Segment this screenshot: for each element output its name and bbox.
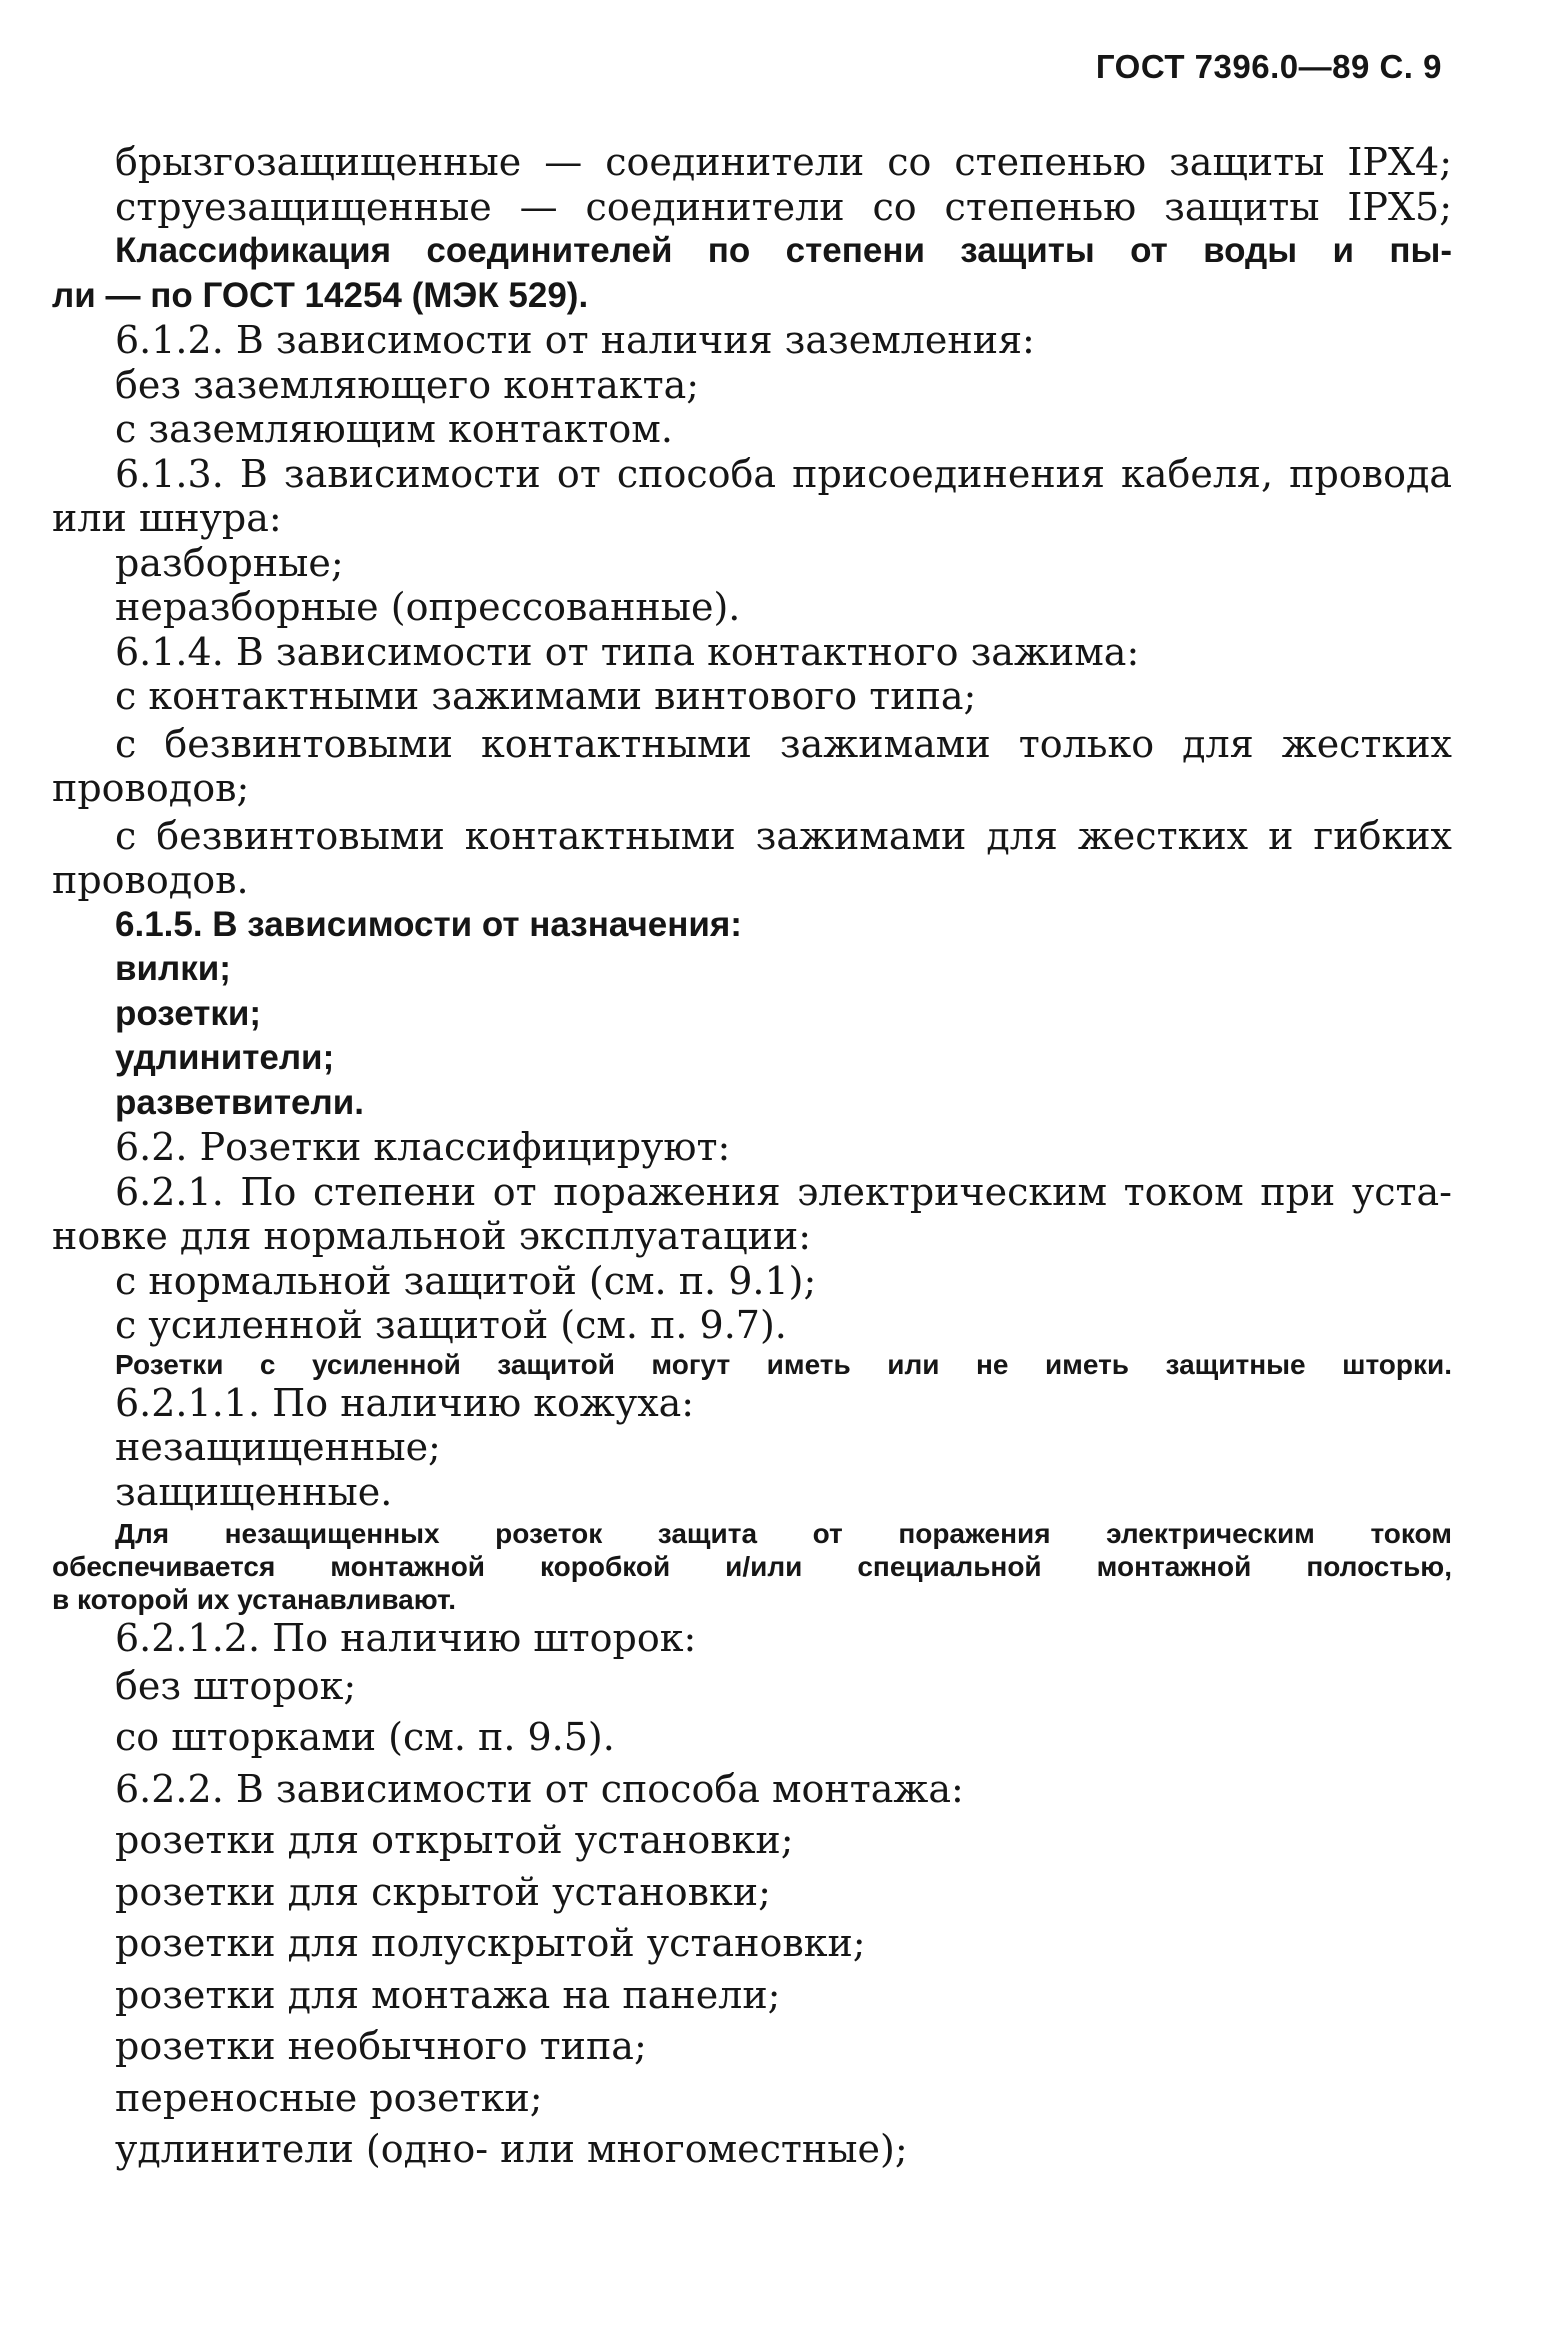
document-body [52, 140, 1452, 2172]
list-item: розетки для полускрытой установки; [115, 1921, 866, 1965]
section-heading: 6.1.3. В зависимости от способа присоединения кабеля, провода [115, 451, 1452, 496]
section-heading: 6.2. Розетки классифицируют: [115, 1125, 731, 1169]
note-line: обеспечивается монтажной коробкой и/или специальной монтажной полостью, [52, 1551, 1452, 1582]
text-line: брызгозащищенные — соединители со степенью защиты IPX4; [115, 140, 1452, 184]
list-item: незащищенные; [115, 1425, 441, 1469]
list-item: вилки; [115, 949, 231, 988]
list-item: розетки для монтажа на панели; [115, 1972, 781, 2017]
list-item: неразборные (опрессованные). [115, 585, 741, 629]
list-item: розетки; [115, 993, 262, 1033]
list-item: с заземляющим контактом. [115, 407, 673, 451]
list-item: с контактными зажимами винтового типа; [115, 674, 977, 718]
list-item: розетки для открытой установки; [115, 1818, 794, 1862]
section-heading: 6.2.1.1. По наличию кожуха: [115, 1380, 695, 1425]
section-heading: 6.2.1.2. По наличию шторок: [115, 1616, 697, 1660]
text-line: проводов; [52, 766, 250, 810]
section-heading: 6.2.1. По степени от поражения электрическим током при уста- [115, 1169, 1452, 1214]
section-heading: 6.1.2. В зависимости от наличия заземления: [115, 318, 1035, 362]
list-item: без заземляющего контакта; [115, 362, 700, 407]
text-line: Классификация соединителей по степени защиты от воды и пы- [115, 231, 1452, 270]
section-heading: 6.2.2. В зависимости от способа монтажа: [115, 1766, 964, 1811]
list-item: с безвинтовыми контактными зажимами для жестких и гибких [115, 813, 1452, 858]
list-item: удлинители (одно- или многоместные); [115, 2127, 908, 2171]
text-line: струезащищенные — соединители со степенью защиты IPX5; [115, 184, 1452, 229]
page-header: ГОСТ 7396.0—89 С. 9 [1095, 48, 1442, 85]
text-line: или шнура: [52, 496, 282, 540]
list-item: переносные розетки; [115, 2075, 543, 2120]
list-item: защищенные. [115, 1469, 393, 1514]
text-line: новке для нормальной эксплуатации: [52, 1214, 812, 1258]
note-line: в которой их устанавливают. [52, 1584, 456, 1615]
list-item: с усиленной защитой (см. п. 9.7). [115, 1303, 787, 1347]
list-item: разборные; [115, 540, 344, 585]
note-line: Для незащищенных розеток защита от поражения электрическим током [115, 1518, 1452, 1549]
text-line: ли — по ГОСТ 14254 (МЭК 529). [52, 275, 589, 315]
list-item: со шторками (см. п. 9.5). [115, 1715, 615, 1759]
section-heading: 6.1.5. В зависимости от назначения: [115, 904, 742, 944]
section-heading: 6.1.4. В зависимости от типа контактного зажима: [115, 629, 1140, 674]
list-item: разветвители. [115, 1082, 364, 1122]
list-item: удлинители; [115, 1038, 335, 1077]
note-line: Розетки с усиленной защитой могут иметь или не иметь защитные шторки. [115, 1348, 1452, 1380]
list-item: розетки для скрытой установки; [115, 1869, 771, 1914]
list-item: с безвинтовыми контактными зажимами только для жестких [115, 721, 1452, 766]
text-line: проводов. [52, 858, 249, 902]
list-item: с нормальной защитой (см. п. 9.1); [115, 1258, 817, 1303]
list-item: розетки необычного типа; [115, 2024, 647, 2068]
list-item: без шторок; [115, 1663, 357, 1708]
